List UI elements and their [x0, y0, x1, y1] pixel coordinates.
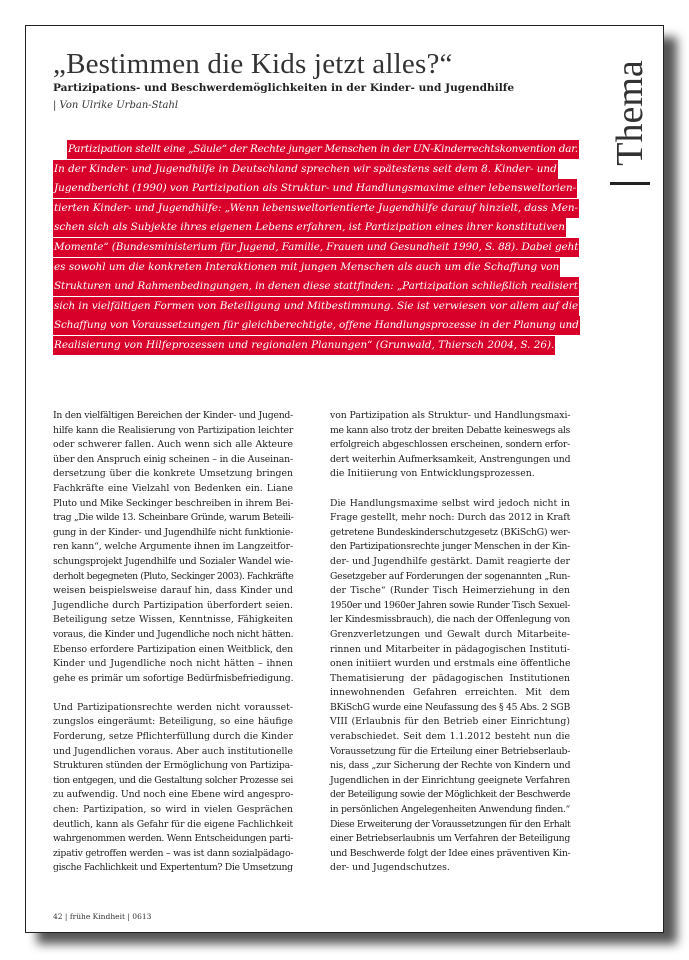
text-line: chen: Partizipation, so wird in vielen Gesprächen [53, 804, 293, 816]
text-line: gische Fachlichkeit und Expertentum? Die Umsetzung [53, 862, 293, 874]
text-line: trag „Die wilde 13. Scheinbare Gründe, warum Beteili- [53, 512, 294, 524]
body-paragraph [53, 701, 293, 876]
text-line: verabschiedet. Seit dem 1.1.2012 besteht nun die [330, 731, 570, 743]
text-line: ler Kindesmissbrauch), die nach der Offenlegung von [330, 614, 571, 626]
text-line: dert weiterhin Aufmerksamkeit, Anstrengungen und [330, 453, 571, 465]
text-line: Fachkräfte eine Vielzahl von Bedenken ein. Liane [53, 482, 293, 494]
highlighted-text: In der Kinder- und Jugendhilfe in Deutschland sprechen wir spätestens seit dem 8. Kinder- und [53, 160, 558, 179]
body-paragraph [53, 409, 293, 686]
body-column-left [53, 409, 293, 891]
highlighted-text: tierten Kinder- und Jugendhilfe: „Wenn lebensweltorientierte Jugendhilfe darauf hinzielt, dass Men- [53, 199, 579, 218]
text-line: onen initiiert wurden und erstmals eine öffentliche [330, 658, 571, 670]
section-label [608, 38, 652, 188]
text-line: der Tische“ (Runder Tisch Heimerziehung in den [330, 585, 570, 597]
text-line: und Beschwerde folgt der Idee eines präventiven Kin- [330, 847, 571, 859]
lead-line [53, 216, 579, 236]
text-line: VIII (Erlaubnis für den Betrieb einer Einrichtung) [330, 716, 570, 728]
lead-line [53, 275, 579, 295]
text-line: zungslos eingeräumt: Beteiligung, so eine häufige [53, 716, 293, 728]
text-line: innewohnenden Gefahren erreichten. Mit dem [330, 687, 570, 699]
text-line: gung in der Kinder- und Jugendhilfe nicht funktionie- [53, 526, 294, 538]
text-line: und Jugendlichen voraus. Aber auch institutionelle [53, 745, 293, 757]
section-label-text: Thema [609, 60, 651, 166]
text-line: erfolgreich abgeschlossen erscheinen, sondern erfor- [330, 439, 570, 451]
text-line: von Partizipation als Struktur- und Handlungsmaxi- [330, 410, 571, 421]
text-line: Frage gestellt, mehr noch: Durch das 2012 in Kraft [330, 512, 571, 524]
section-label-bar [610, 182, 650, 185]
text-line: gehe es primär um sofortige Bedürfnisbefriedigung. [53, 672, 294, 684]
text-line: me kann also trotz der breiten Debatte keineswegs als [330, 424, 570, 436]
text-line: ren kann“, welche Argumente ihnen im Langzeitfor- [53, 541, 293, 553]
text-line: wahrgenommen werden. Wenn Entscheidungen parti- [53, 833, 293, 845]
text-line: Voraussetzung für die Erteilung einer Betriebserlaub- [330, 745, 571, 757]
text-line: BKiSchG wurde eine Neufassung des § 45 Abs. 2 SGB [330, 701, 570, 713]
text-line: derholt begegneten (Pluto, Seckinger 2003). Fachkräfte [53, 570, 294, 582]
text-line: Gesetzgeber auf Forderungen der sogenannten „Run- [330, 570, 570, 582]
text-line: getretene Bundeskinderschutzgesetz (BKiSchG) wer- [330, 526, 571, 538]
text-line: Pluto und Mike Seckinger beschreiben in ihrem Bei- [53, 497, 294, 509]
text-line: 1950er und 1960er Jahren sowie Runder Tisch Sexuel- [330, 599, 570, 611]
lead-line [53, 236, 579, 256]
body-column-right [330, 409, 570, 891]
text-line: Thematisierung der pädagogischen Institutionen [330, 672, 570, 684]
highlighted-text: Strukturen und Rahmenbedingungen, in denen diese stattfinden: „Partizipation schließlich realisiert [53, 277, 579, 296]
text-line: Kinder und Jugendliche noch nicht hätten – ihnen [53, 658, 293, 670]
text-line: tion entgegen, und die Gestaltung solcher Prozesse sei [53, 774, 293, 786]
text-line: dersetzung über die konkrete Umsetzung bringen [53, 468, 293, 480]
text-line: den Partizipationsrechte junger Menschen in der Kin- [330, 541, 570, 553]
body-paragraph [330, 497, 570, 876]
text-line: Ebenso erfordere Partizipation einen Weitblick, den [53, 643, 293, 655]
highlighted-text: es sowohl um die konkreten Interaktionen mit jungen Menschen als auch um die Schaffung von [53, 258, 560, 277]
highlighted-lead-paragraph [53, 138, 579, 354]
text-line: Forderung, setze Pflichterfüllung durch die Kinder [53, 731, 293, 743]
text-line: schungsprojekt Jugendhilfe und Sozialer Wandel wie- [53, 555, 293, 567]
text-line: über den Anspruch einig scheinen – in die Auseinan- [53, 453, 293, 465]
highlighted-text: Jugendbericht (1990) von Partizipation als Struktur- und Handlungsmaxime einer lebensweltorien- [53, 179, 577, 198]
text-line: voraus, die Kinder und Jugendliche noch nicht hätten. [53, 628, 294, 640]
text-line: Und Partizipationsrechte werden nicht vorausset- [53, 701, 293, 713]
lead-line [53, 314, 579, 334]
lead-line [53, 334, 579, 354]
text-line: Diese Erweiterung der Voraussetzungen für den Erhalt [330, 818, 571, 830]
article-title: „Bestimmen die Kids jetzt alles?“ [53, 48, 453, 80]
text-line: weisen beispielsweise darauf hin, dass Kinder und [53, 585, 293, 597]
text-line: Grenzverletzungen und Gewalt durch Mitarbeite- [330, 628, 570, 640]
text-line: rinnen und Mitarbeiter in pädagogischen Instituti- [330, 643, 570, 655]
text-line: die Initiierung von Entwicklungsprozessen. [330, 468, 535, 480]
text-line: Jugendlichen in der Einrichtung geeignete Verfahren [330, 774, 570, 786]
highlighted-text: sich in vielfältigen Formen von Beteiligung und Mitbestimmung. Sie ist verwiesen vor allem auf die [53, 297, 579, 316]
text-line: der Beteiligung sowie der Möglichkeit der Beschwerde [330, 789, 571, 801]
text-line: hilfe kann die Realisierung von Partizipation leichter [53, 424, 294, 436]
highlighted-text: Realisierung von Hilfeprozessen und regionalen Planungen“ (Grunwald, Thiersch 2004, S. 26). [53, 336, 555, 355]
highlighted-text: Momente“ (Bundesministerium für Jugend, Familie, Frauen und Gesundheit 1990, S. 88). Dabei geht [53, 238, 579, 257]
article-subtitle: Partizipations- und Beschwerdemöglichkeiten in der Kinder- und Jugendhilfe [53, 82, 515, 94]
text-line: deutlich, kann als Gefahr für die eigene Fachlichkeit [53, 818, 294, 830]
text-line: oder schwerer fallen. Auch wenn sich alle Akteure [53, 439, 293, 451]
lead-line [53, 256, 579, 276]
author-byline: | Von Ulrike Urban-Stahl [53, 100, 179, 111]
text-line: der- und Jugendschutzes. [330, 862, 450, 874]
lead-line [53, 138, 579, 158]
text-line: der- und Jugendhilfe gestärkt. Damit reagierte der [330, 555, 570, 567]
highlighted-text: schen sich als Subjekte ihres eigenen Lebens erfahren, ist Partizipation eines ihrer konstitutiven [53, 218, 566, 237]
lead-line [53, 197, 579, 217]
text-line: zu aufwendig. Und noch eine Ebene wird angespro- [53, 789, 294, 801]
text-line: In den vielfältigen Bereichen der Kinder- und Jugend- [53, 410, 293, 421]
lead-line [53, 177, 579, 197]
text-line: nis, dass „zur Sicherung der Rechte von Kindern und [330, 760, 571, 772]
lead-line [53, 295, 579, 315]
highlighted-text: Schaffung von Voraussetzungen für gleichberechtigte, offene Handlungsprozesse in der Planung und [53, 316, 580, 335]
text-line: in persönlichen Angelegenheiten Anwendung finden.“ [330, 804, 571, 816]
lead-line [53, 158, 579, 178]
body-paragraph [330, 409, 570, 482]
text-line: Beteiligung setze Wissen, Kenntnisse, Fähigkeiten [53, 614, 293, 626]
highlighted-text: Partizipation stellt eine „Säule“ der Rechte junger Menschen in der UN-Kinderrechtskonvention dar. [67, 140, 579, 159]
text-line: einer Betriebserlaubnis um Verfahren der Beteiligung [330, 833, 570, 845]
text-line: Strukturen stünden der Ermöglichung von Partizipa- [53, 760, 293, 772]
text-line: zipativ getroffen werden – was ist dann sozialpädago- [53, 847, 294, 859]
text-line: Jugendliche durch Partizipation überfordert seien. [53, 599, 293, 611]
magazine-page [25, 25, 664, 933]
page-footer: 42 | frühe Kindheit | 0613 [53, 912, 152, 921]
text-line: Die Handlungsmaxime selbst wird jedoch nicht in [330, 497, 570, 509]
